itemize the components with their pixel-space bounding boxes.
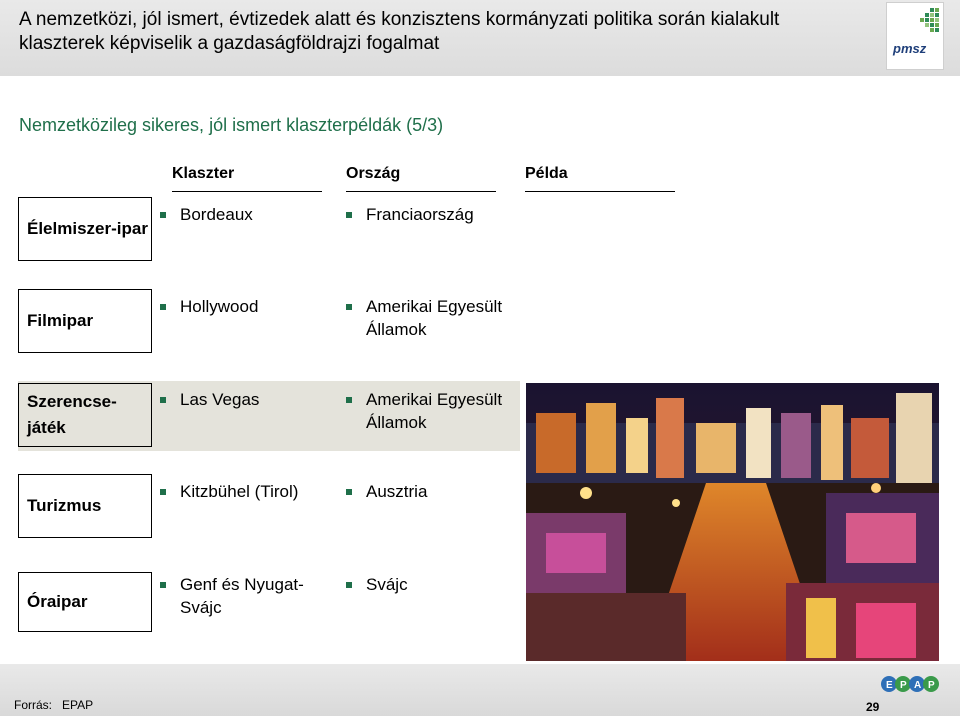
row-label: [18, 289, 152, 353]
cluster-cell: [160, 480, 335, 503]
country-name: Amerikai Egyesült Államok: [366, 390, 503, 432]
logo-pattern-icon: [910, 6, 940, 46]
footer-band: [0, 664, 960, 716]
row-label: [18, 383, 152, 447]
cluster-cell: [160, 295, 320, 318]
source-note: [14, 698, 103, 712]
column-header-klaszter: Klaszter: [172, 165, 322, 192]
row-label: [18, 474, 152, 538]
row-label-text: Turizmus: [27, 496, 102, 515]
las-vegas-night-photo: [526, 383, 939, 661]
svg-text:P: P: [928, 680, 935, 691]
pmsz-logo: [886, 2, 944, 70]
slide-subtitle: Nemzetközileg sikeres, jól ismert klaszterpéldák (5/3): [19, 115, 444, 135]
row-label: [18, 572, 152, 632]
epap-logo-icon: [880, 672, 940, 696]
country-name: Svájc: [366, 575, 408, 594]
svg-text:P: P: [900, 680, 907, 691]
svg-text:E: E: [886, 680, 893, 691]
bullet-icon: [160, 582, 166, 588]
svg-text:A: A: [914, 680, 922, 691]
country-cell: [346, 388, 516, 434]
source-label: Forrás:: [14, 698, 53, 712]
column-header-pelda: Példa: [525, 165, 675, 192]
bullet-icon: [346, 582, 352, 588]
cluster-name: Genf és Nyugat-Svájc: [180, 575, 304, 617]
country-cell: [346, 295, 516, 341]
row-label-text: Óraipar: [27, 592, 88, 611]
cluster-cell: [160, 388, 320, 411]
country-name: Ausztria: [366, 482, 428, 501]
bullet-icon: [346, 397, 352, 403]
page-title: A nemzetközi, jól ismert, évtizedek alatt és konzisztens kormányzati politika során kialakult klaszterek képviselik a gazdaságföldrajzi fogalmat: [19, 9, 780, 54]
country-name: Franciaország: [366, 205, 474, 224]
bullet-icon: [346, 212, 352, 218]
country-name: Amerikai Egyesült Államok: [366, 297, 503, 339]
column-header-orszag: Ország: [346, 165, 496, 192]
cluster-name: Las Vegas: [180, 390, 260, 409]
bullet-icon: [160, 304, 166, 310]
cluster-cell: [160, 203, 320, 226]
country-cell: [346, 480, 516, 503]
bullet-icon: [160, 489, 166, 495]
cluster-name: Kitzbühel (Tirol): [180, 482, 299, 501]
source-value: EPAP: [62, 698, 94, 712]
logo-text: pmsz: [893, 41, 927, 56]
page-number: 29: [866, 700, 880, 714]
cluster-name: Hollywood: [180, 297, 259, 316]
bullet-icon: [346, 489, 352, 495]
country-cell: [346, 573, 516, 596]
bullet-icon: [160, 212, 166, 218]
cluster-name: Bordeaux: [180, 205, 253, 224]
cluster-cell: [160, 573, 325, 619]
country-cell: [346, 203, 516, 226]
row-label-text: Élelmiszer-ipar: [27, 219, 148, 238]
bullet-icon: [346, 304, 352, 310]
row-label-text: Filmipar: [27, 311, 94, 330]
row-label: [18, 197, 152, 261]
bullet-icon: [160, 397, 166, 403]
row-label-text: Szerencse-játék: [27, 392, 117, 437]
